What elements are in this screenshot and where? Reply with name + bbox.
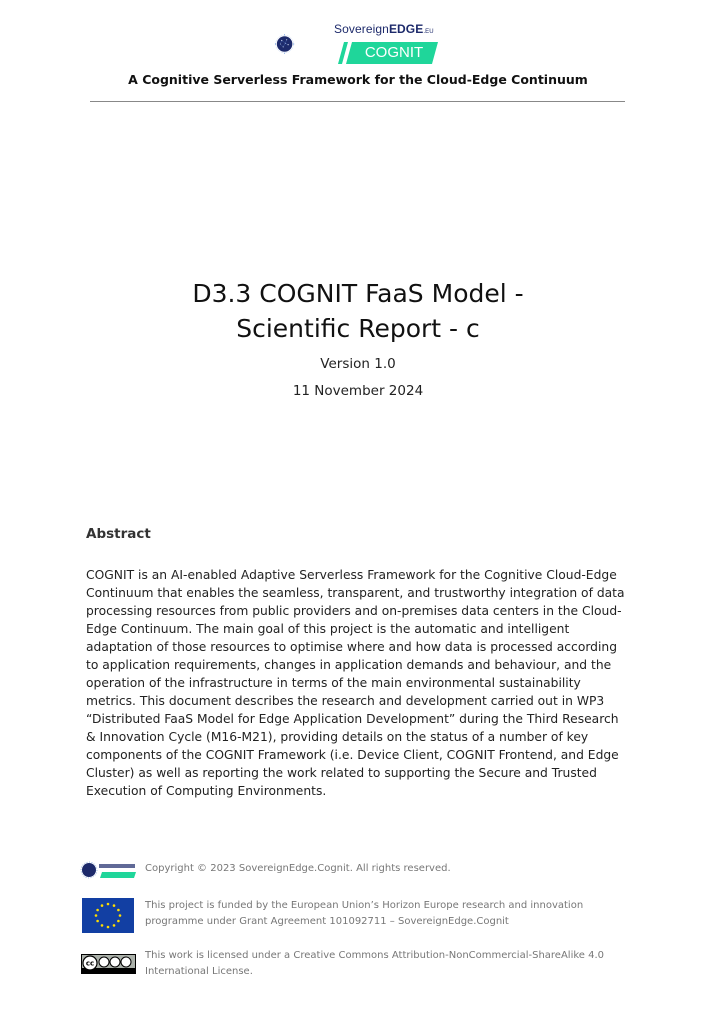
cognit-product-tag [338,42,438,64]
brand-wordmark [334,22,434,36]
brand-bold: EDGE [388,22,424,36]
document-date: 11 November 2024 [292,383,424,399]
header-subtitle: A Cognitive Serverless Framework for the Cloud-Edge Continuum [128,72,588,87]
header-divider [90,101,625,102]
abstract-text: COGNIT is an AI-enabled Adaptive Serverless Framework for the Cognitive Cloud-Edge Continuum that enables the seamless, transparent, and trustworthy integration of data processing resources from public providers and on-premises data centers in the Cloud-Edge Continuum. The main goal of this project is the automatic and intelligent adaptation of those resources to optimise where and how data is processed according to application requirements, changes in application demands and behaviour, and the operation of the infrastructure in terms of the main environmental sustainability metrics. This document describes the research and development carried out in WP3 “Distributed FaaS Model for Edge Application Development” during the Third Research & Innovation Cycle (M16-M21), providing details on the status of a number of key components of the COGNIT Framework (i.e. Device Client, COGNIT Frontend, and Edge Cluster) as well as reporting the work related to supporting the Secure and Trusted Execution of Computing Environments. [86,568,625,798]
cognit-label: COGNIT [364,44,424,61]
funding-text: This project is funded by the European Union’s Horizon Europe research and innovation programme under Grant Agreement 101092711 – SovereignEdge.Cognit [145,900,584,927]
copyright-text: Copyright © 2023 SovereignEdge.Cognit. All rights reserved. [145,863,451,874]
brand-prefix: Sovereign [334,22,389,36]
brand-suffix: .EU [423,29,434,35]
document-title [0,276,716,346]
eu-flag-icon [82,898,134,933]
document-version: Version 1.0 [320,356,396,372]
cc-by-nc-sa-icon [81,954,136,974]
title-line-1: D3.3 COGNIT FaaS Model - [192,279,524,308]
sovereignedge-globe-logo [274,14,334,74]
abstract-heading: Abstract [86,526,151,542]
svg-text:cc: cc [85,959,95,968]
title-line-2: Scientific Report - c [236,314,480,343]
sovereignedge-logo-icon [80,861,138,883]
license-text: This work is licensed under a Creative Commons Attribution-NonCommercial-ShareAlike 4.0 International License. [145,950,605,977]
